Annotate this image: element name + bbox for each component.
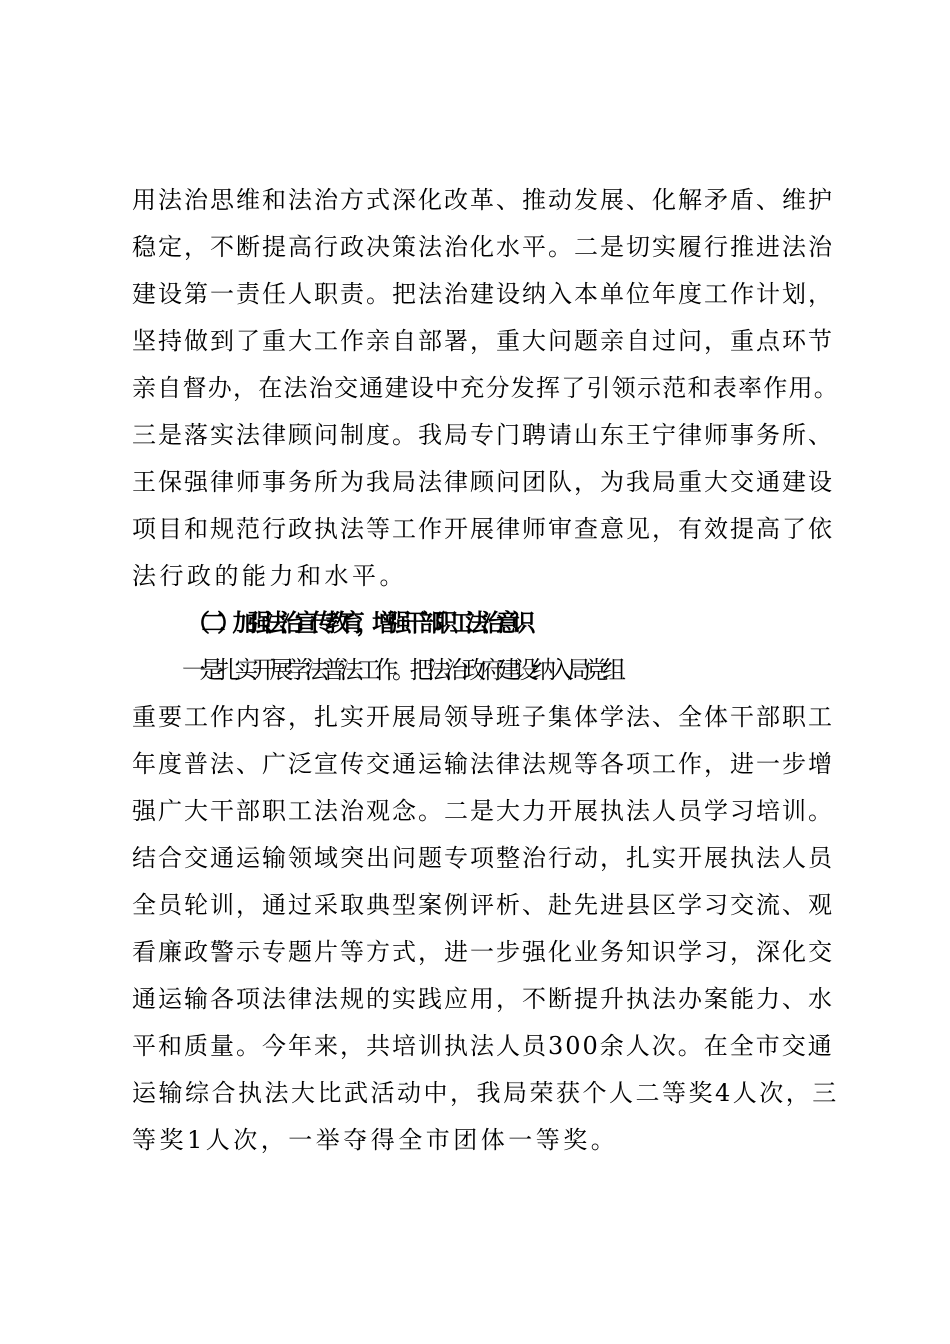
paragraph-line: 通运输各项法律法规的实践应用，不断提升执法办案能力、水 [132, 985, 834, 1013]
paragraph-line: 用法治思维和法治方式深化改革、推动发展、化解矛盾、维护 [132, 186, 834, 214]
paragraph-line: 亲自督办，在法治交通建设中充分发挥了引领示范和表率作用。 [132, 374, 839, 402]
paragraph-line: 年度普法、广泛宣传交通运输法律法规等各项工作，进一步增 [132, 750, 834, 778]
paragraph-line: 一是扎实开展学法普法工作。把法治政府建设纳入局党组 [182, 656, 620, 684]
paragraph-line: 强广大干部职工法治观念。二是大力开展执法人员学习培训。 [132, 797, 834, 825]
paragraph-line: 运输综合执法大比武活动中，我局荣获个人二等奖4人次，三 [132, 1079, 839, 1107]
paragraph-line: 平和质量。今年来，共培训执法人员300余人次。在全市交通 [132, 1032, 834, 1060]
paragraph-line: 全员轮训，通过采取典型案例评析、赴先进县区学习交流、观 [132, 891, 834, 919]
section-heading: （二）加强法治宣传教育，增强干部职工法治意识 [186, 608, 527, 637]
paragraph-line: 项目和规范行政执法等工作开展律师审查意见，有效提高了依 [132, 515, 834, 543]
paragraph-line: 法行政的能力和水平。 [132, 562, 407, 590]
paragraph-line: 结合交通运输领域突出问题专项整治行动，扎实开展执法人员 [132, 844, 834, 872]
paragraph-line: 看廉政警示专题片等方式，进一步强化业务知识学习，深化交 [132, 938, 834, 966]
paragraph-line: 等奖1人次，一举夺得全市团体一等奖。 [132, 1126, 619, 1154]
paragraph-line: 王保强律师事务所为我局法律顾问团队，为我局重大交通建设 [132, 468, 834, 496]
paragraph-line: 坚持做到了重大工作亲自部署，重大问题亲自过问，重点环节 [132, 327, 834, 355]
paragraph-line: 稳定，不断提高行政决策法治化水平。二是切实履行推进法治 [132, 233, 834, 261]
paragraph-line: 重要工作内容，扎实开展局领导班子集体学法、全体干部职工 [132, 703, 834, 731]
paragraph-line: 建设第一责任人职责。把法治建设纳入本单位年度工作计划， [132, 280, 834, 308]
paragraph-line: 三是落实法律顾问制度。我局专门聘请山东王宁律师事务所、 [132, 421, 834, 449]
